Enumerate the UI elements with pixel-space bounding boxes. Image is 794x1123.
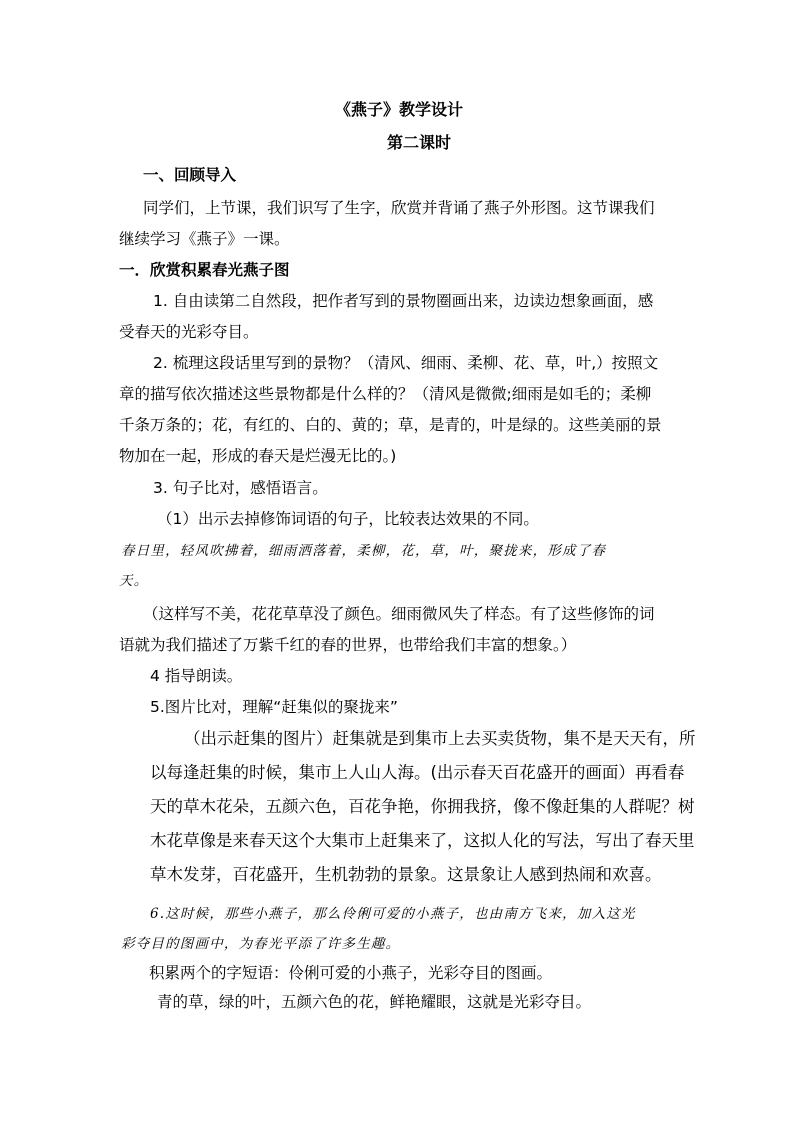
item-4-line: 4 指导朗读。 bbox=[150, 667, 243, 685]
comment-line: 语就为我们描述了万紫千红的春的世界，也带给我们丰富的想象。） bbox=[119, 636, 577, 654]
final-sentence-line: 青的草，绿的叶，五颜六色的花，鲜艳耀眼，这就是光彩夺目。 bbox=[157, 993, 592, 1011]
item-2-line: 千条万条的；花，有红的、白的、黄的；草，是青的，叶是绿的。这些美丽的景 bbox=[119, 416, 662, 434]
document-title: 《燕子》教学设计 bbox=[335, 100, 464, 119]
example-sentence-line: 天。 bbox=[119, 573, 149, 589]
section-heading-appreciate: 一．欣赏积累春光燕子图 bbox=[119, 261, 290, 279]
item-3-sub-line: （1）出示去掉修饰词语的句子，比较表达效果的不同。 bbox=[157, 510, 539, 528]
item-5-heading-line: 5.图片比对，理解“赶集似的聚拢来” bbox=[150, 698, 398, 716]
item-6-line: 6.这时候，那些小燕子，那么伶俐可爱的小燕子，也由南方飞来，加入这光 bbox=[150, 906, 636, 922]
item-5-body-line: 木花草像是来春天这个大集市上赶集来了，这拟人化的写法，写出了春天里 bbox=[150, 831, 695, 850]
item-2-line: 章的描写依次描述这些景物都是什么样的？（清风是微微;细雨是如毛的；柔柳 bbox=[119, 385, 652, 403]
section-heading-review: 一、回顾导入 bbox=[143, 166, 237, 184]
item-6-line: 彩夺目的图画中，为春光平添了许多生趣。 bbox=[121, 936, 401, 952]
example-sentence-line: 春日里，轻风吹拂着，细雨洒落着，柔柳，花，草，叶，聚拢来，形成了春 bbox=[121, 543, 607, 559]
document-subtitle: 第二课时 bbox=[387, 133, 452, 152]
item-2-line: 2. 梳理这段话里写到的景物？（清风、细雨、柔柳、花、草，叶,）按照文 bbox=[153, 354, 659, 372]
item-1-line: 1. 自由读第二自然段，把作者写到的景物圈画出来，边读边想象画面，感 bbox=[153, 292, 654, 310]
intro-paragraph-line: 继续学习《燕子》一课。 bbox=[119, 230, 290, 248]
item-2-line: 物加在一起，形成的春天是烂漫无比的。) bbox=[119, 447, 397, 465]
comment-line: （这样写不美，花花草草没了颜色。细雨微风失了样态。有了这些修饰的词 bbox=[143, 605, 655, 623]
item-1-line: 受春天的光彩夺目。 bbox=[119, 323, 259, 341]
item-5-body-line: 以每逢赶集的时候，集市上人山人海。(出示春天百花盛开的画面）再看春 bbox=[150, 763, 685, 782]
item-5-body-line: 草木发芽，百花盛开，生机勃勃的景象。这景象让人感到热闹和欢喜。 bbox=[150, 865, 662, 884]
intro-paragraph-line: 同学们，上节课，我们识写了生字，欣赏并背诵了燕子外形图。这节课我们 bbox=[143, 199, 655, 217]
accumulate-phrases-line: 积累两个的字短语：伶俐可爱的小燕子，光彩夺目的图画。 bbox=[149, 964, 553, 982]
item-5-body-line: 天的草木花朵，五颜六色，百花争艳，你拥我挤，像不像赶集的人群呢？树 bbox=[150, 797, 695, 816]
item-5-body-line: （出示赶集的图片）赶集就是到集市上去买卖货物，集不是天天有，所 bbox=[184, 729, 696, 748]
item-3-line: 3. 句子比对，感悟语言。 bbox=[153, 479, 328, 497]
